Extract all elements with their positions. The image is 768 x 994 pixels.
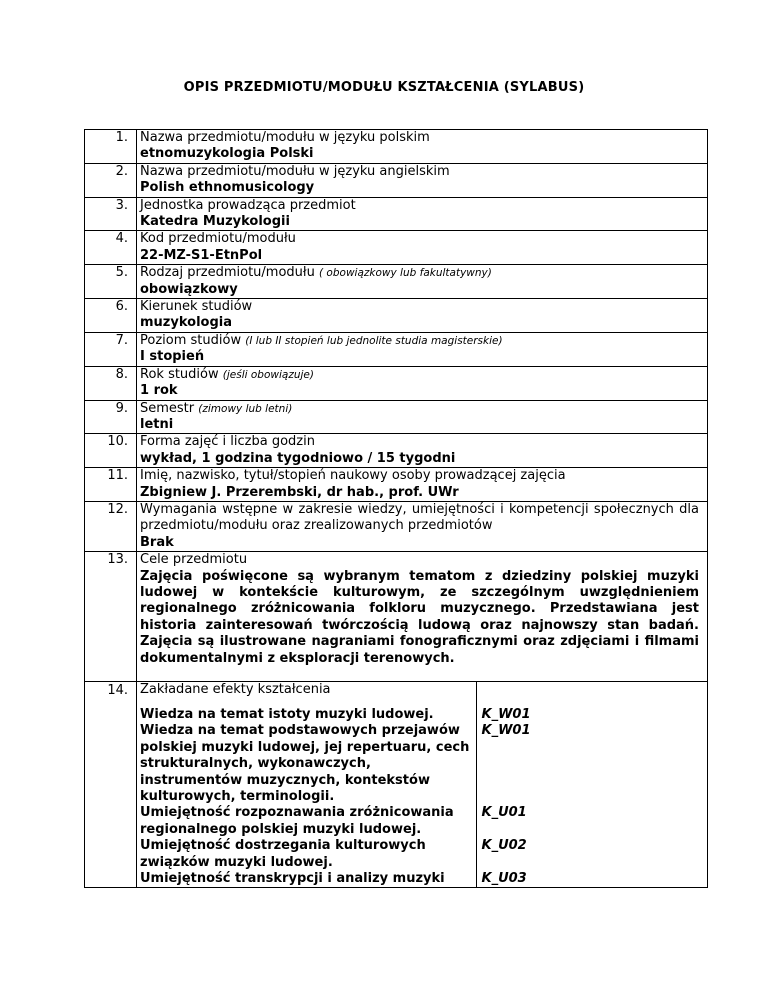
row-label: Kierunek studiów — [140, 299, 253, 315]
effects-table — [137, 682, 707, 887]
row-value: Polish ethnomusicology — [140, 180, 315, 196]
syllabus-row — [85, 265, 708, 299]
effects-list — [137, 707, 707, 887]
syllabus-row — [85, 434, 708, 468]
document-title: OPIS PRZEDMIOTU/MODUŁU KSZTAŁCENIA (SYLABUS) — [183, 80, 585, 95]
row-note: (I lub II stopień lub jednolite studia magisterskie) — [245, 334, 503, 347]
effect-code: K_U01 — [481, 805, 527, 821]
effect-code: K_W01 — [481, 707, 531, 722]
row-label: Rok studiów (jeśli obowiązuje) — [140, 366, 314, 382]
syllabus-row — [85, 501, 708, 551]
syllabus-row — [85, 468, 708, 502]
row-number: 5. — [85, 265, 137, 299]
row-label: Semestr (zimowy lub letni) — [140, 400, 293, 416]
syllabus-table — [84, 129, 708, 888]
syllabus-row — [85, 231, 708, 265]
row-value: 1 rok — [140, 383, 178, 399]
row-label: Kod przedmiotu/modułu — [140, 231, 296, 247]
row-label: Rodzaj przedmiotu/modułu ( obowiązkowy lub fakultatywny) — [140, 265, 492, 281]
effect-description: Umiejętność dostrzegania kulturowych związków muzyki ludowej. — [137, 838, 476, 871]
row-note: (jeśli obowiązuje) — [222, 368, 314, 381]
row-label: Imię, nazwisko, tytuł/stopień naukowy osoby prowadzącej zajęcia — [140, 468, 566, 484]
effect-row — [137, 707, 707, 723]
row-number: 9. — [85, 400, 137, 434]
syllabus-rows — [85, 130, 708, 552]
syllabus-row — [85, 130, 708, 164]
effect-description: Wiedza na temat podstawowych przejawów polskiej muzyki ludowej, jej repertuaru, cech strukturalnych, wykonawczych, instrumentów muzycznych, kontekstów kulturowych, terminologii. — [137, 723, 476, 805]
row-value: obowiązkowy — [140, 281, 238, 297]
row-value: Katedra Muzykologii — [140, 214, 290, 230]
row-label: Wymagania wstępne w zakresie wiedzy, umiejętności i kompetencji społecznych dla przedmiotu/modułu oraz zrealizowanych przedmiotów — [140, 501, 699, 534]
row-number: 3. — [85, 197, 137, 231]
syllabus-row — [85, 366, 708, 400]
effect-description: Umiejętność transkrypcji i analizy muzyki — [137, 871, 476, 887]
effects-label: Zakładane efekty kształcenia — [137, 682, 476, 707]
row-number: 6. — [85, 299, 137, 333]
row-label: Nazwa przedmiotu/modułu w języku angielskim — [140, 163, 450, 179]
effect-row — [137, 871, 707, 887]
row-value: 22-MZ-S1-EtnPol — [140, 247, 263, 263]
row-number: 14. — [85, 682, 137, 888]
syllabus-row — [85, 299, 708, 333]
row-value: muzykologia — [140, 315, 232, 331]
row-label: Jednostka prowadząca przedmiot — [140, 197, 356, 213]
syllabus-row — [85, 400, 708, 434]
row-number: 7. — [85, 332, 137, 366]
row-number: 1. — [85, 130, 137, 164]
row-value: etnomuzykologia Polski — [140, 146, 314, 162]
syllabus-row-goals — [85, 552, 708, 682]
effect-code: K_U02 — [481, 838, 527, 854]
effect-code: K_U03 — [481, 871, 527, 887]
row-number: 11. — [85, 468, 137, 502]
effect-row — [137, 838, 707, 871]
row-number: 10. — [85, 434, 137, 468]
effect-description: Umiejętność rozpoznawania zróżnicowania regionalnego polskiej muzyki ludowej. — [137, 805, 476, 838]
row-value: Zbigniew J. Przerembski, dr hab., prof. UWr — [140, 484, 459, 500]
row-label: Poziom studiów (I lub II stopień lub jednolite studia magisterskie) — [140, 332, 503, 348]
syllabus-row — [85, 163, 708, 197]
effect-description: Wiedza na temat istoty muzyki ludowej. — [137, 707, 476, 723]
row-number: 4. — [85, 231, 137, 265]
row-label: Cele przedmiotu — [140, 552, 248, 568]
row-number: 2. — [85, 163, 137, 197]
row-value: I stopień — [140, 349, 205, 365]
row-number: 12. — [85, 501, 137, 551]
row-label: Forma zajęć i liczba godzin — [140, 434, 315, 450]
syllabus-row-effects — [85, 682, 708, 888]
row-value: wykład, 1 godzina tygodniowo / 15 tygodni — [140, 450, 456, 466]
row-value: letni — [140, 416, 174, 432]
row-value: Brak — [140, 534, 174, 550]
syllabus-row — [85, 197, 708, 231]
effect-code: K_W01 — [481, 723, 531, 739]
syllabus-row — [85, 332, 708, 366]
row-number: 8. — [85, 366, 137, 400]
row-number: 13. — [85, 552, 137, 682]
row-label: Nazwa przedmiotu/modułu w języku polskim — [140, 130, 430, 145]
effect-row — [137, 723, 707, 805]
row-note: (zimowy lub letni) — [198, 402, 293, 415]
effect-row — [137, 805, 707, 838]
row-note: ( obowiązkowy lub fakultatywny) — [319, 267, 492, 280]
row-value: Zajęcia poświęcone są wybranym tematom z dziedziny polskiej muzyki ludowej w kontekście kulturowym, ze szczególnym uwzględnieniem regionalnego zróżnicowania folkloru muzycznego. Przedstawiana jest historia zainteresowań twórczością ludową oraz najnowszy stan badań. Zajęcia są ilustrowane nagraniami fonograficznymi oraz zdjęciami i filmami dokumentalnymi z eksploracji terenowych. — [140, 568, 699, 666]
